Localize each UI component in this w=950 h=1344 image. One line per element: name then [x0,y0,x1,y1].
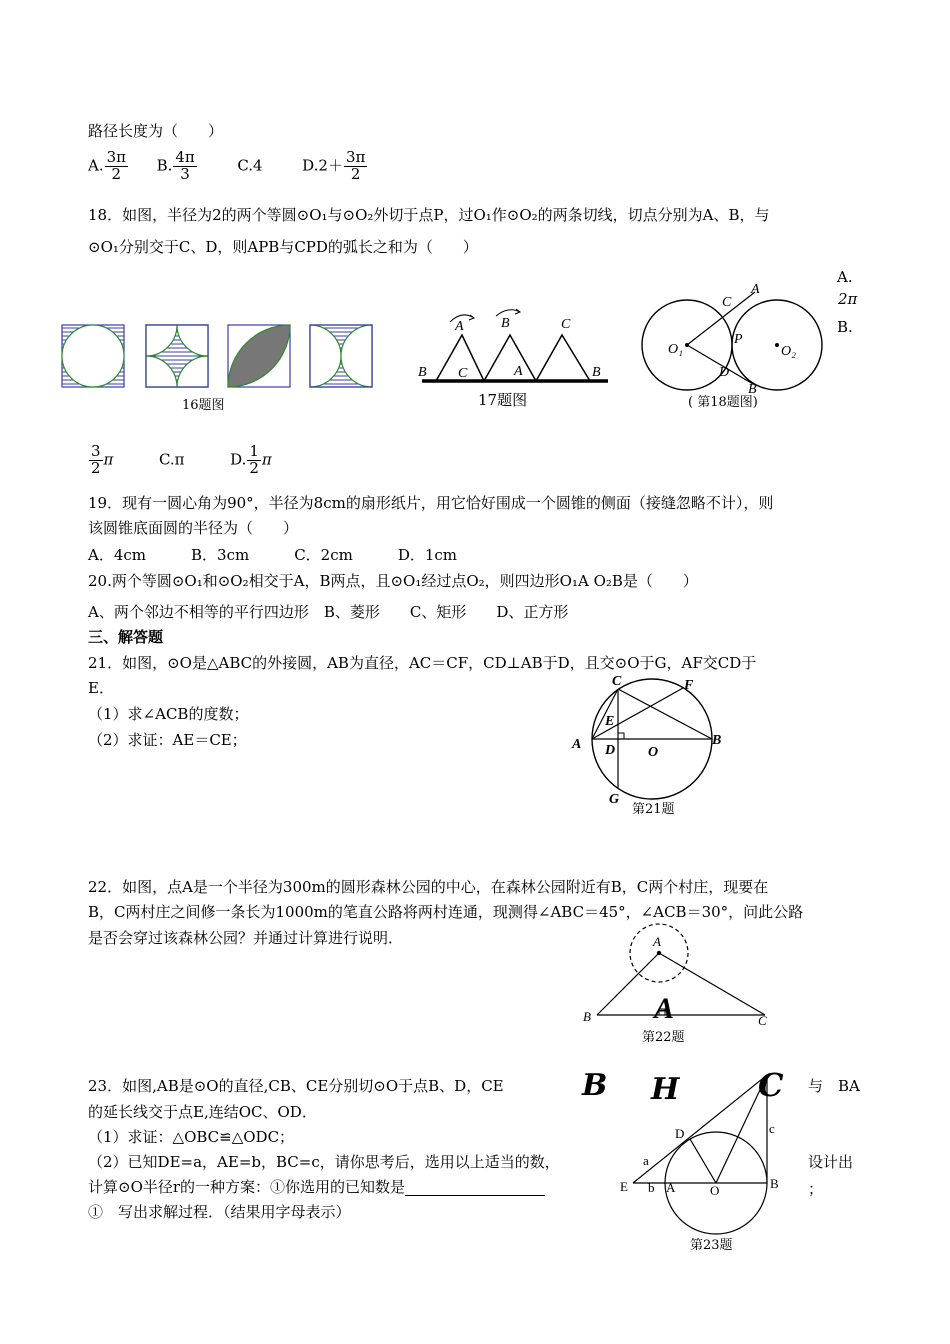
fig22-big-letter: A [654,992,675,1025]
fig18-label-c: C [722,295,732,310]
q23-line1-tail: 与 BA [808,1077,860,1095]
q22-line1: 22．如图，点A是一个半径为300m的圆形森林公园的中心，在森林公园附近有B，C两个村庄，现要在 [88,878,769,896]
fig21-label-o: O [648,745,659,760]
fig21-label-a: A [572,737,582,752]
figure-22 [575,920,785,1030]
q17-option-c: C.4 [237,156,263,175]
q18-option-c: C.π [158,450,185,469]
q18-options-rest [88,444,272,477]
fig21-label-g: G [609,792,620,807]
q23-sub2: （2）已知DE=a，AE=b，BC=c，请你思考后，选用以上适当的数， [88,1153,560,1171]
q18-option-b-label: B. [837,318,853,336]
fig18-label-o1: O₁ [668,342,683,357]
q23-answer-blank[interactable] [405,1181,545,1196]
fig22-label-b: B [583,1009,591,1024]
fig23-label-a-lower: a [643,1153,649,1168]
fig23-label-e: E [620,1179,628,1194]
q17-option-b-label: B. [156,156,173,175]
q23-line1: 23．如图,AB是⊙O的直径,CB、CE分别切⊙O于点B、D，CE [88,1077,504,1095]
fig17-label-b1: B [501,316,510,331]
fig16-square-4 [310,325,372,387]
q23-sub1: （1）求证：△OBC≌△ODC； [88,1128,295,1146]
q23-line6: ① 写出求解过程．（结果用字母表示） [88,1203,351,1221]
fig18-label-d: D [719,365,730,380]
fig18-label-p: P [734,332,743,347]
q22-line3: 是否会穿过该森林公园？并通过计算进行说明． [88,929,404,947]
fig21-label-d: D [605,743,616,758]
fig22-label-a: A [653,934,661,949]
section-3-title: 三、解答题 [88,628,164,646]
fig18-caption: ( 第18题图) [688,395,758,410]
fig23-label-d: D [675,1126,685,1141]
fig21-caption: 第21题 [632,802,675,817]
q22-line2: B，C两村庄之间修一条长为1000m的笔直公路将两村连通，现测得∠ABC＝45°，∠ACB＝30°，问此公路 [88,903,804,921]
q17-option-d-label: D.2＋ [302,156,343,175]
fig17-label-a1: A [455,319,464,334]
fig23-label-o: O [710,1183,720,1198]
q17-option-a-fraction: $\frac{3\pi}{2}$ [106,148,127,183]
q21-line2: E． [88,679,114,697]
figure-21 [565,670,735,810]
q23-line5-tail: ； [808,1180,824,1198]
q23-sub2-tail: 设计出 [808,1153,854,1171]
q18-option-d-fraction: $\frac{1}{2}$ [249,442,259,477]
q18-line2: ⊙O₁分别交于C、D，则APB与CPD的弧长之和为（ ） [88,238,478,256]
fig22-caption: 第22题 [642,1030,685,1045]
q18-option-a-value: 2π [838,290,858,308]
q18-option-d-pi: π [261,450,272,469]
fig17-label-c2: C [458,366,468,381]
q21-sub1: （1）求∠ACB的度数； [88,705,249,723]
fig16-square-3 [228,325,290,387]
q18-line1: 18．如图，半径为2的两个等圆⊙O₁与⊙O₂外切于点P，过O₁作⊙O₂的两条切线，切点分别为A、B，与 [88,206,770,224]
q20-options: A、两个邻边不相等的平行四边形 B、菱形 C、矩形 D、正方形 [88,603,569,621]
figure-23 [610,1070,810,1240]
fig21-label-e: E [605,714,615,729]
fig23-label-a: A [666,1180,676,1195]
q17-option-b-fraction: $\frac{4\pi}{3}$ [175,148,195,183]
figure-17 [410,300,620,390]
fig21-label-f: F [684,678,694,693]
fig18-label-a: A [751,282,760,297]
fig23-caption: 第23题 [690,1238,733,1253]
fig23-label-b: B [770,1176,779,1191]
fig16-square-1 [62,325,124,387]
figure-18 [630,275,840,400]
q23-big-letter-h: H [651,1072,680,1107]
fig16-caption: 16题图 [182,398,225,413]
q21-line1: 21．如图，⊙O是△ABC的外接圆，AB为直径，AC＝CF，CD⊥AB于D，且交⊙O于G，AF交CD于 [88,654,757,672]
q18-option-b-fraction: $\frac{3}{2}$ [91,442,101,477]
fig21-label-b: B [712,733,722,748]
fig17-label-a2: A [514,364,523,379]
q19-options: A．4cm B．3cm C．2cm D．1cm [88,546,458,564]
q19-line2: 该圆锥底面圆的半径为（ ） [88,519,299,537]
fig23-label-b-lower: b [648,1180,655,1195]
fig16-square-2 [146,325,208,387]
q18-option-b-pi: π [103,450,114,469]
q18-option-d-label: D. [230,450,247,469]
fig17-label-b2: B [418,365,427,380]
fig21-label-c: C [612,674,622,689]
q17-tail: 路径长度为（ ） [88,122,224,140]
fig17-caption: 17题图 [478,391,528,409]
fig17-label-c1: C [561,317,571,332]
fig18-label-o2: O₂ [781,344,796,359]
q17-options [88,150,368,183]
q23-big-letter-c: C [758,1066,784,1104]
q18-option-a-label: A. [837,268,853,286]
q17-option-d-fraction: $\frac{3\pi}{2}$ [345,148,366,183]
q20-line1: 20.两个等圆⊙O₁和⊙O₂相交于A，B两点，且⊙O₁经过点O₂，则四边形O₁A O₂B是（ ） [88,572,698,590]
q23-line2: 的延长线交于点E,连结OC、OD． [88,1103,317,1121]
fig18-label-b: B [748,382,757,397]
fig23-label-c-lower: c [769,1121,775,1136]
fig17-label-b3: B [592,365,601,380]
q17-option-a-label: A. [88,156,104,175]
q23-big-letter-b: B [582,1068,608,1103]
q23-line5: 计算⊙O半径r的一种方案：①你选用的已知数是 [88,1178,545,1196]
q19-line1: 19．现有一圆心角为90°，半径为8cm的扇形纸片，用它恰好围成一个圆锥的侧面（接缝忽略不计），则 [88,494,774,512]
fig22-label-c: C [758,1013,767,1028]
q21-sub2: （2）求证：AE＝CE； [88,731,247,749]
